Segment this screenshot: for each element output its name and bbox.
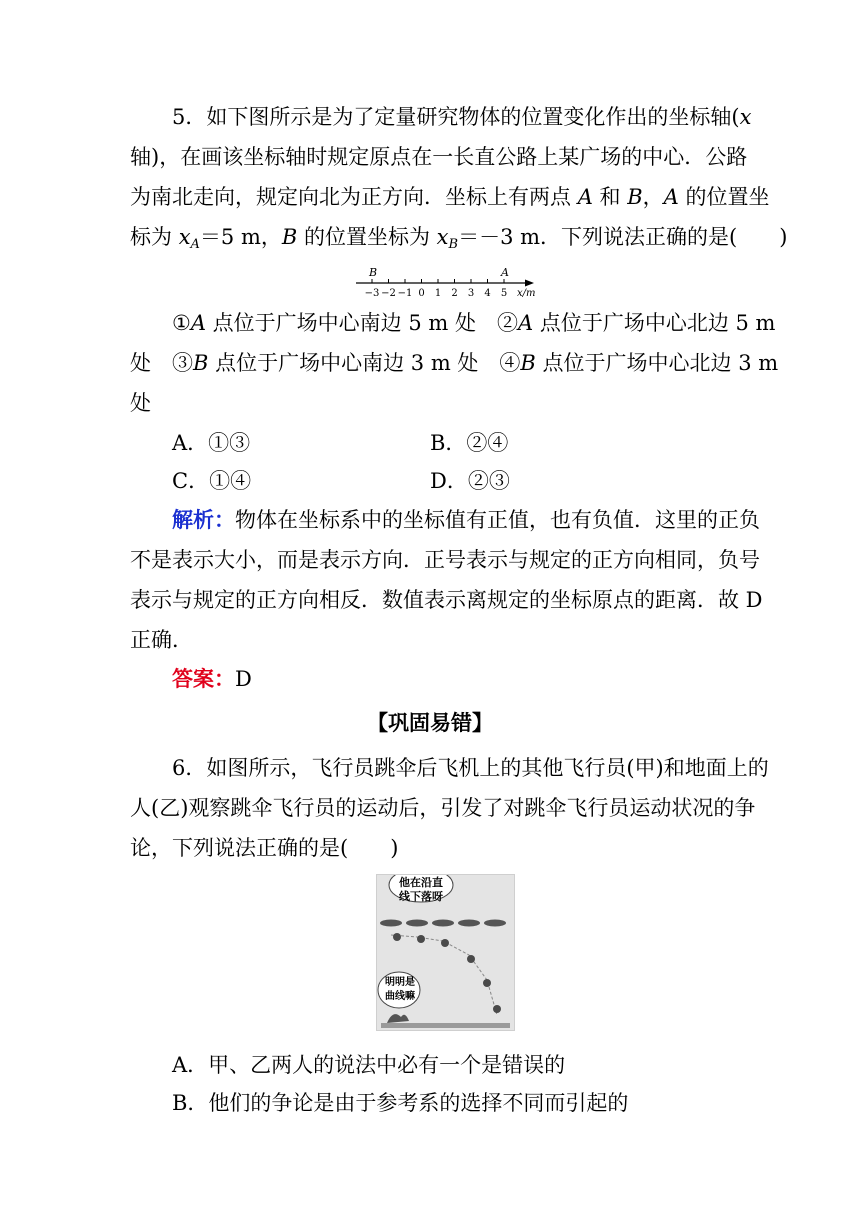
q5-line-3: 为南北走向，规定向北为正方向．坐标上有两点 A 和 B，A 的位置坐 bbox=[130, 185, 770, 209]
answer-line bbox=[172, 659, 252, 699]
statements-line-1: ①A 点位于广场中心南边 5 m 处 ②A 点位于广场中心北边 5 m bbox=[172, 311, 776, 335]
axis-tick-label: 4 bbox=[484, 288, 491, 299]
axis-tick-label: −2 bbox=[381, 288, 396, 299]
answer-value: D bbox=[235, 667, 252, 691]
axis-tick-label: 5 bbox=[500, 288, 508, 299]
q6-line-3: 论，下列说法正确的是( ) bbox=[130, 836, 399, 860]
q5-option-c[interactable]: C．①④ bbox=[172, 469, 252, 493]
q5-option-d[interactable]: D．②③ bbox=[430, 469, 510, 493]
axis-tick-label: 0 bbox=[418, 288, 425, 299]
q5-option-a[interactable]: A．①③ bbox=[172, 431, 251, 455]
axis-point-b-label: B bbox=[369, 266, 378, 279]
axis-tick-label: 3 bbox=[467, 288, 475, 299]
section-title: 【巩固易错】 bbox=[367, 710, 493, 735]
q6-option-b[interactable]: B．他们的争论是由于参考系的选择不同而引起的 bbox=[172, 1091, 629, 1115]
statements-line-3: 处 bbox=[130, 391, 151, 415]
axis-tick-label: −1 bbox=[397, 288, 413, 299]
bubble-2-text: 明明是 曲线嘛 bbox=[385, 977, 415, 1002]
axis-point-a-label: A bbox=[501, 266, 509, 279]
q6-option-a[interactable]: A．甲、乙两人的说法中必有一个是错误的 bbox=[172, 1053, 566, 1077]
q6-line-2: 人(乙)观察跳伞飞行员的运动后，引发了对跳伞飞行员运动状况的争 bbox=[130, 796, 756, 820]
q5-line-4: 标为 $x_A=5$ m，B 的位置坐标为 $x_B=-3$ m．下列说法正确的是( ) bbox=[130, 225, 788, 252]
statements-line-2: 处 ③B 点位于广场中心南边 3 m 处 ④B 点位于广场中心北边 3 m bbox=[130, 351, 779, 375]
q5-line-1: 5．如下图所示是为了定量研究物体的位置变化作出的坐标轴(x bbox=[172, 105, 752, 129]
analysis-line-2: 不是表示大小，而是表示方向．正号表示与规定的正方向相同，负号 bbox=[130, 548, 760, 572]
q5-line-2: 轴)，在画该坐标轴时规定原点在一长直公路上某广场的中心．公路 bbox=[130, 145, 748, 169]
q5-option-b[interactable]: B．②④ bbox=[430, 431, 509, 455]
answer-label: 答案： bbox=[172, 666, 235, 691]
axis-tick-label: −3 bbox=[364, 288, 380, 299]
analysis-line-3: 表示与规定的正方向相反．数值表示离规定的坐标原点的距离．故 D bbox=[130, 588, 763, 612]
analysis-line-1: 解析：物体在坐标系中的坐标值有正值，也有负值．这里的正负 bbox=[172, 507, 760, 532]
parachute-illustration bbox=[376, 874, 515, 1031]
analysis-line-4: 正确． bbox=[130, 628, 193, 652]
axis-tick-label: 1 bbox=[434, 288, 442, 299]
q6-line-1: 6．如图所示，飞行员跳伞后飞机上的其他飞行员(甲)和地面上的 bbox=[172, 756, 769, 780]
analysis-label: 解析： bbox=[172, 507, 235, 532]
coordinate-axis-figure bbox=[350, 262, 550, 302]
axis-tick-label: 2 bbox=[451, 288, 458, 299]
axis-arrow bbox=[525, 280, 534, 287]
bubble-1-text: 他在沿直 线下落呀 bbox=[399, 876, 443, 903]
axis-unit-label: x/m bbox=[517, 288, 536, 299]
